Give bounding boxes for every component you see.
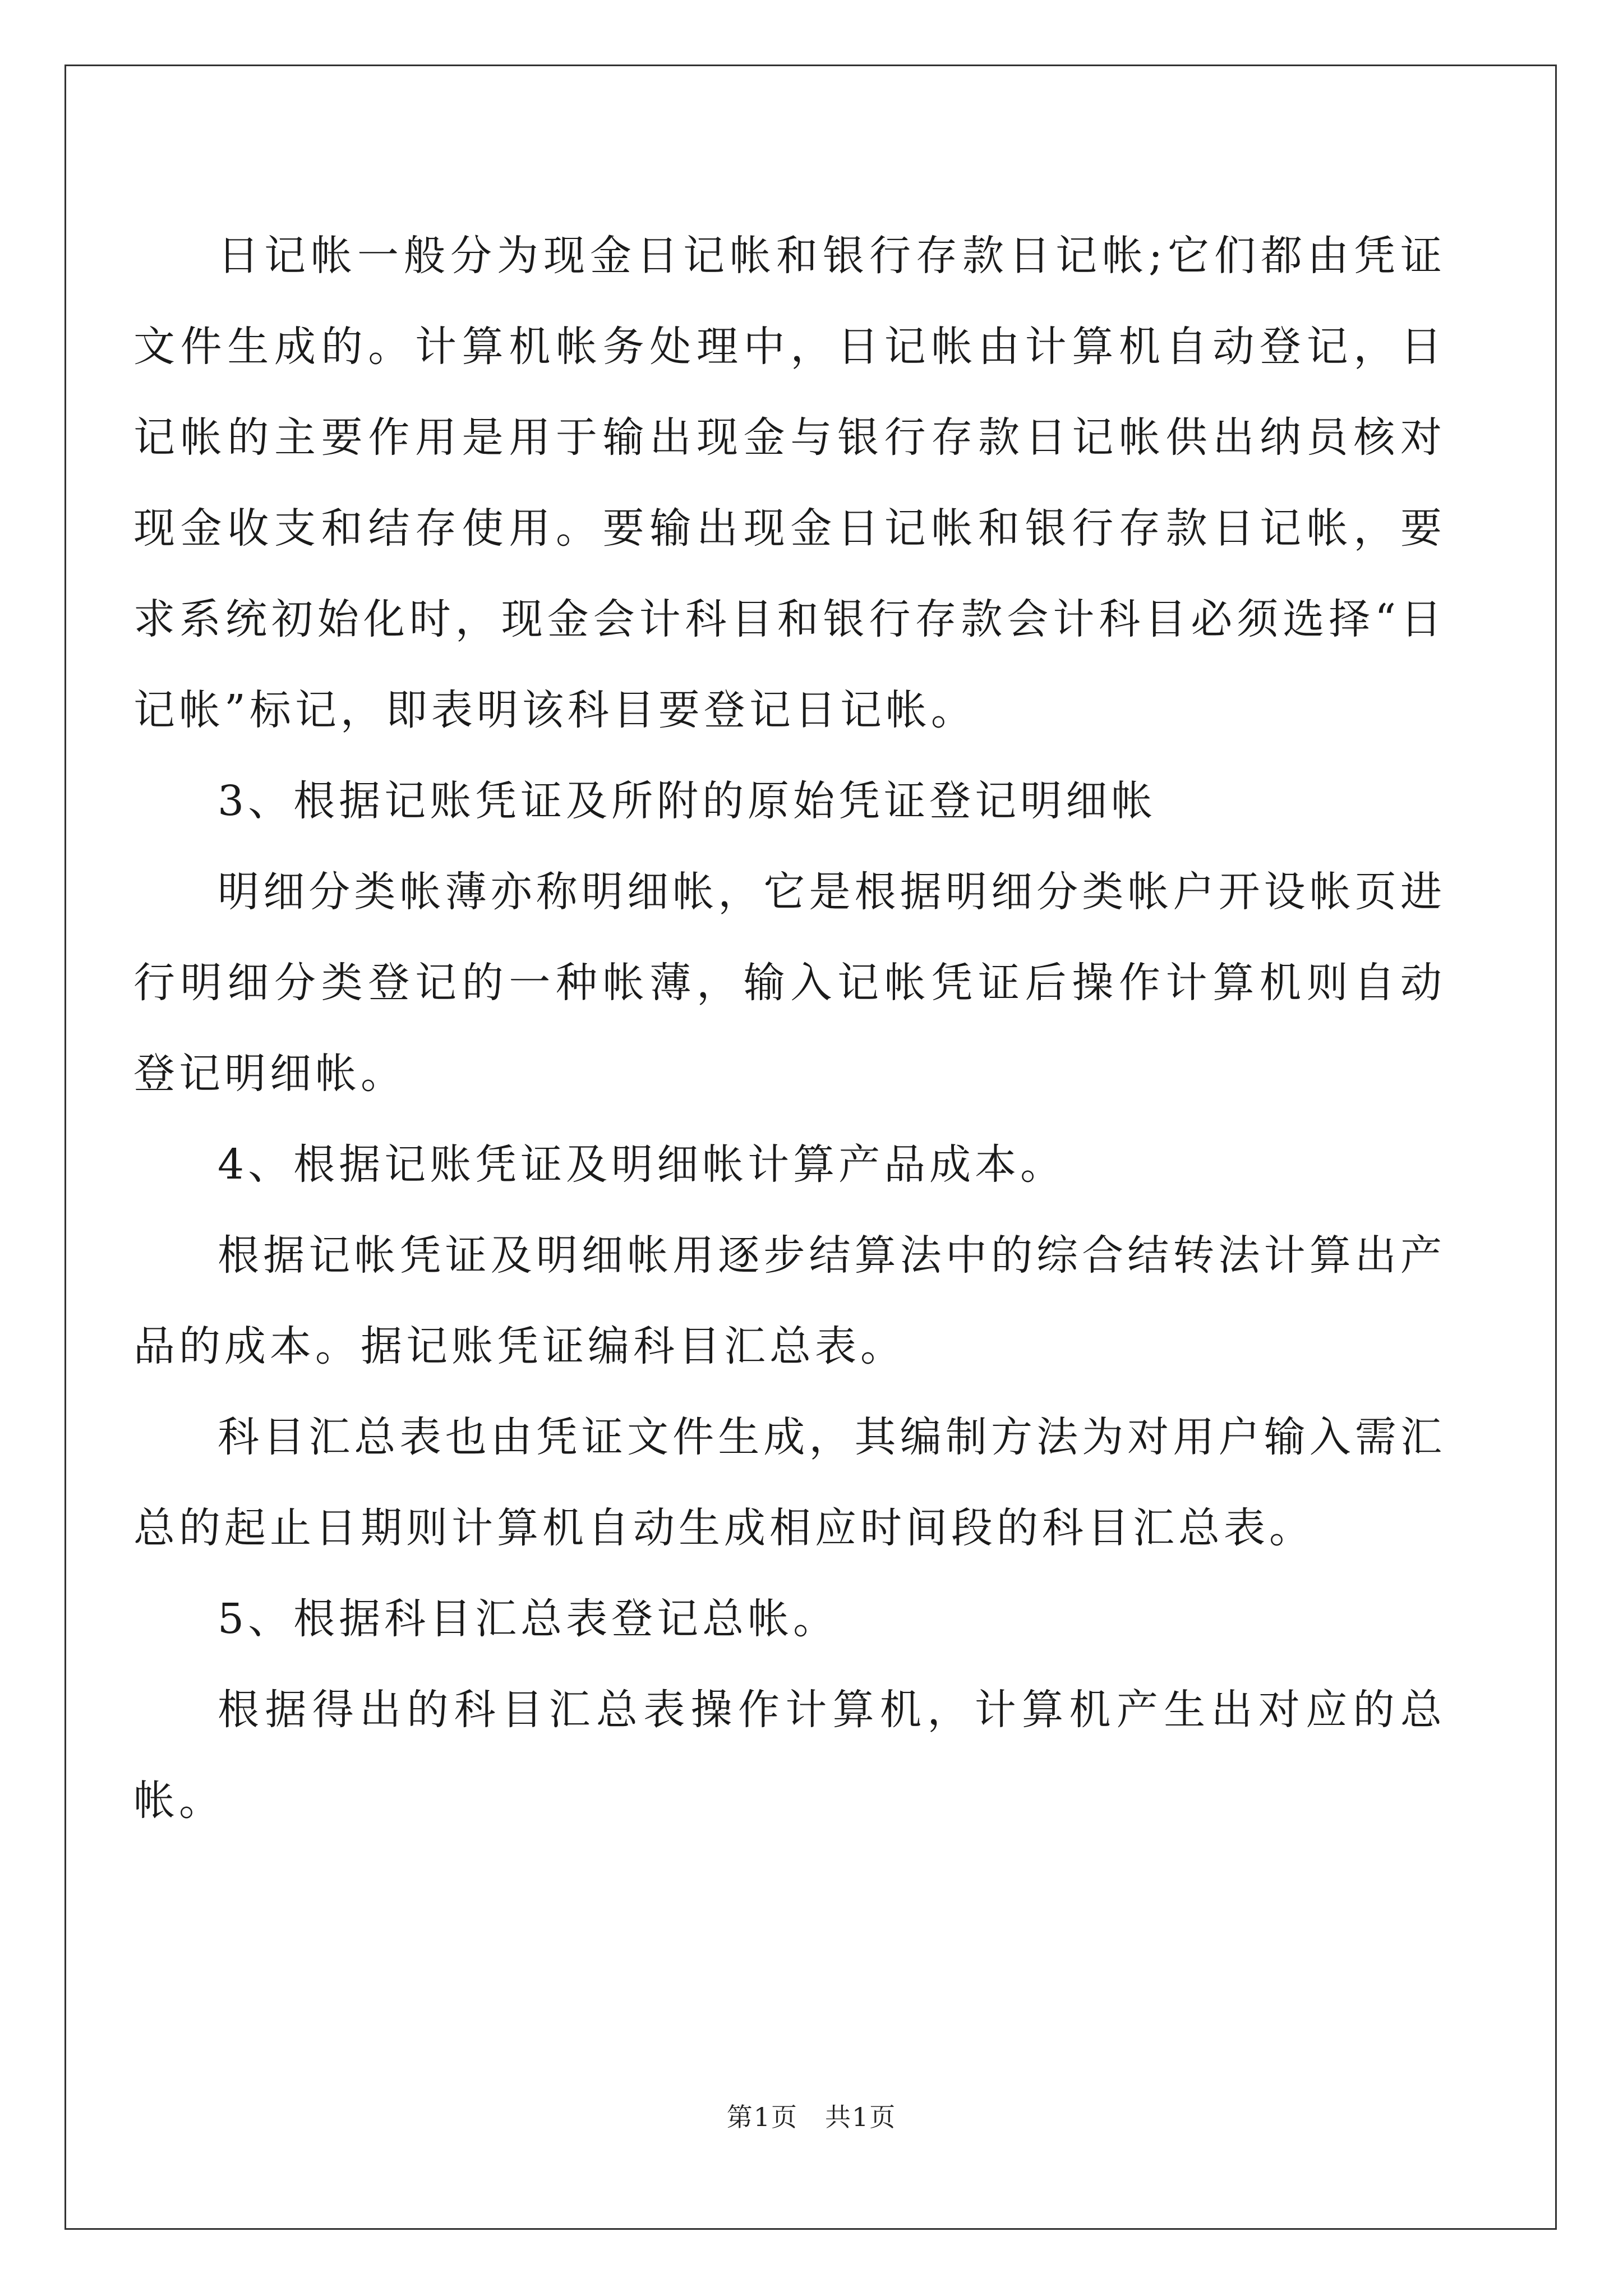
paragraph-detail-ledger: 明细分类帐薄亦称明细帐，它是根据明细分类帐户开设帐页进行明细分类登记的一种帐薄，输入记帐凭证后操作计算机则自动登记明细帐。 [133, 868, 1446, 1098]
paragraph-account-summary: 科目汇总表也由凭证文件生成，其编制方法为对用户输入需汇总的起止日期则计算机自动生成相应时间段的科目汇总表。 [133, 1413, 1446, 1552]
paragraph-product-cost: 根据记帐凭证及明细帐用逐步结算法中的综合结转法计算出产品的成本。据记账凭证编科目汇总表。 [133, 1231, 1446, 1370]
document-body [133, 210, 1446, 1846]
paragraph-journal-overview: 日记帐一般分为现金日记帐和银行存款日记帐;它们都由凭证文件生成的。计算机帐务处理中，日记帐由计算机自动登记，日记帐的主要作用是用于输出现金与银行存款日记帐供出纳员核对现金收支和结存使用。要输出现金日记帐和银行存款日记帐，要求系统初始化时，现金会计科目和银行存款会计科目必须选择“日记帐”标记，即表明该科目要登记日记帐。 [133, 232, 1446, 734]
page-number: 第1页 共1页 [726, 2102, 897, 2132]
heading-step-5: 5、根据科目汇总表登记总帐。 [218, 1595, 839, 1643]
paragraph-general-ledger: 根据得出的科目汇总表操作计算机，计算机产生出对应的总帐。 [133, 1686, 1446, 1825]
heading-step-4: 4、根据记账凭证及明细帐计算产品成本。 [218, 1140, 1066, 1189]
heading-step-3: 3、根据记账凭证及所附的原始凭证登记明细帐 [218, 777, 1157, 825]
